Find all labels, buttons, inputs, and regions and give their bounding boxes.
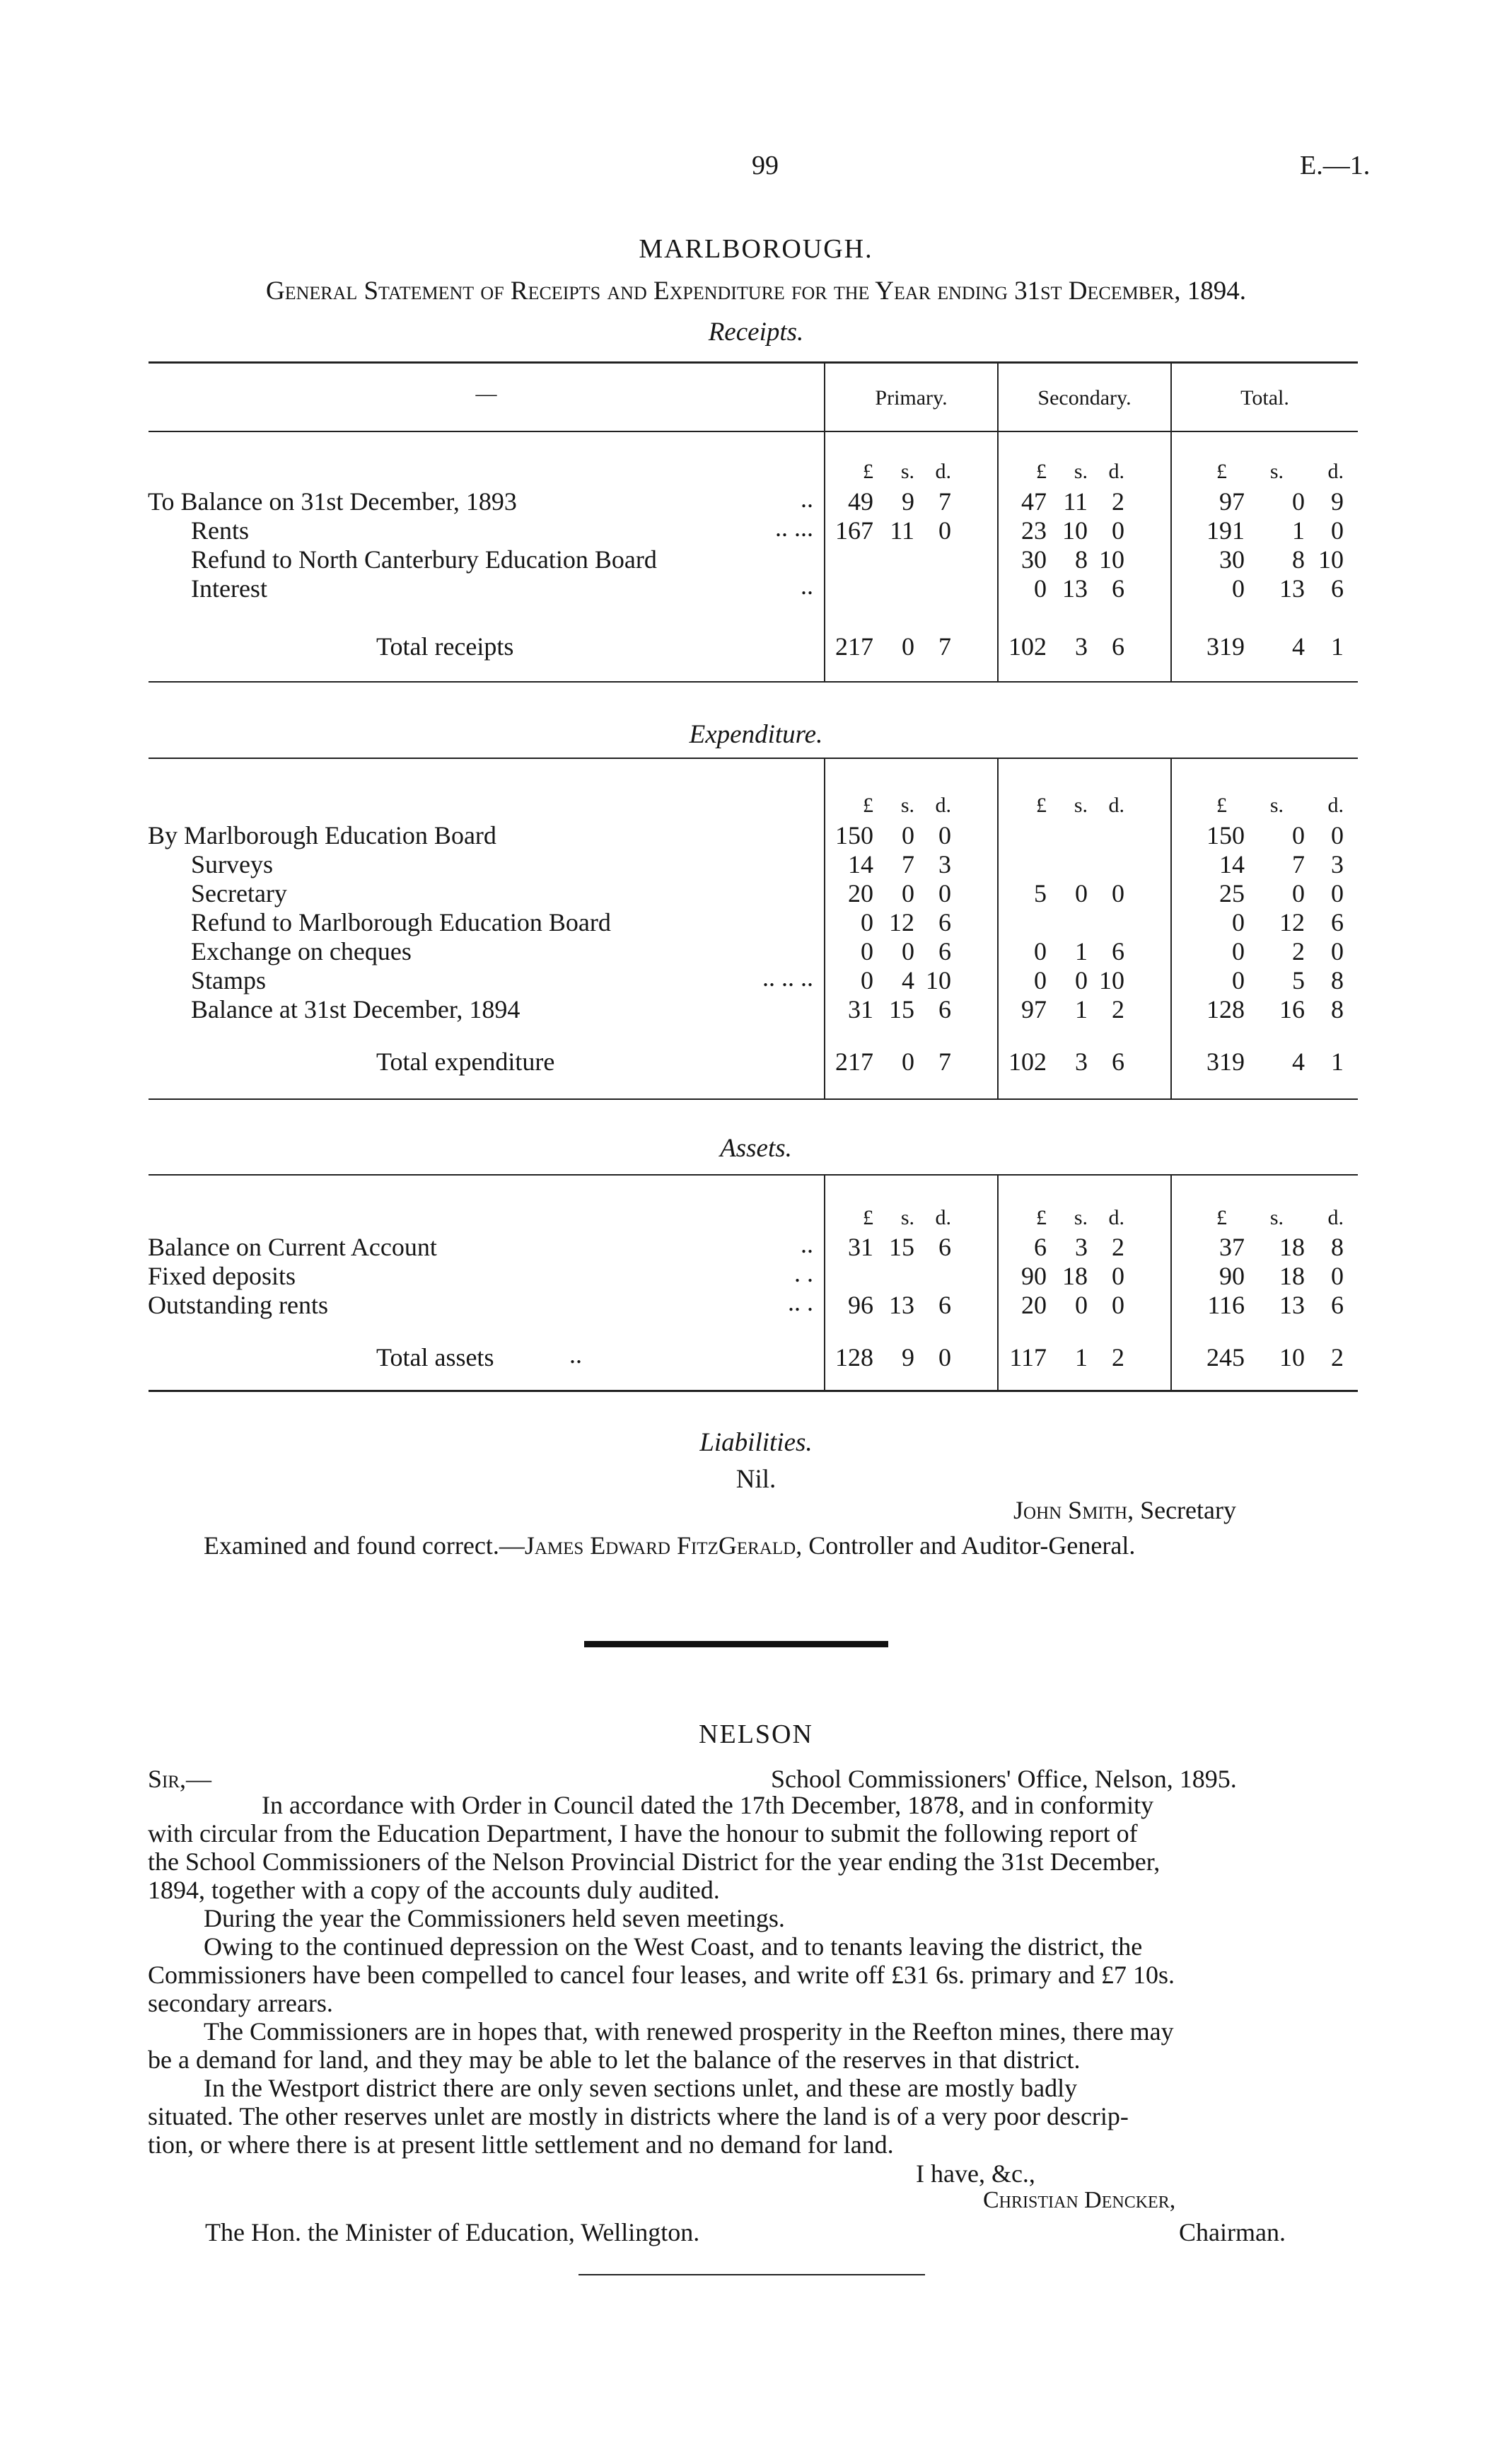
secretary-title: , Secretary <box>1127 1496 1236 1524</box>
asset-row-secondary-pence: 2 <box>1112 1233 1124 1261</box>
unit-label-primary: s. <box>900 1206 914 1229</box>
asset-row-total-pounds: 116 <box>1207 1291 1245 1319</box>
unit-label-primary: d. <box>935 794 951 817</box>
assets-total-secondary-shillings: 1 <box>1075 1343 1088 1371</box>
addressee-line: The Hon. the Minister of Education, Wellington. <box>205 2218 700 2246</box>
expenditure-row-secondary-pence: 2 <box>1112 995 1124 1023</box>
asset-row-secondary-pence: 0 <box>1112 1291 1124 1319</box>
expenditure-row-primary-pounds: 0 <box>861 908 873 936</box>
receipt-row-primary-shillings: 9 <box>902 487 914 516</box>
expenditure-row-total-shillings: 16 <box>1279 995 1305 1023</box>
asset-row-label: Balance on Current Account <box>148 1233 437 1261</box>
unit-label-primary: £ <box>863 1206 873 1229</box>
receipt-row-secondary-shillings: 11 <box>1063 487 1088 516</box>
asset-row-secondary-shillings: 3 <box>1075 1233 1088 1261</box>
assets-total-label: Total assets <box>376 1343 494 1371</box>
letter-line: secondary arrears. <box>148 1989 333 2017</box>
expenditure-row-total-pence: 0 <box>1331 937 1344 965</box>
expenditure-row-primary-pence: 6 <box>938 995 951 1023</box>
table-top-rule <box>149 361 1358 364</box>
receipt-row-total-pence: 10 <box>1318 545 1344 574</box>
receipt-row-primary-pence: 0 <box>938 516 951 545</box>
receipt-row-secondary-pence: 6 <box>1112 574 1124 603</box>
receipt-row-label: To Balance on 31st December, 1893 <box>148 487 517 516</box>
unit-label-secondary: d. <box>1108 460 1124 483</box>
unit-label-secondary: s. <box>1074 460 1088 483</box>
asset-row-secondary-pounds: 6 <box>1034 1233 1047 1261</box>
assets-total-dots: .. <box>569 1340 582 1369</box>
receipts-total-primary-pence: 7 <box>938 632 951 661</box>
expenditure-row-total-pence: 8 <box>1331 966 1344 994</box>
expenditure-row-primary-shillings: 0 <box>902 937 914 965</box>
page-number: 99 <box>752 151 779 180</box>
receipts-total-primary-pounds: 217 <box>835 632 873 661</box>
letter-line: the School Commissioners of the Nelson Provincial District for the year ending the 31st December, <box>148 1847 1161 1876</box>
asset-row-secondary-pounds: 20 <box>1021 1291 1047 1319</box>
col-divider <box>1170 758 1172 1098</box>
expenditure-row-total-pounds: 150 <box>1206 821 1245 849</box>
signatory-name: Christian Dencker <box>983 2187 1170 2213</box>
receipt-row-primary-pounds: 167 <box>835 516 873 545</box>
statement-subtitle: General Statement of Receipts and Expenditure for the Year ending 31st December, 1894. <box>265 277 1247 306</box>
secretary-signature <box>1013 1495 1236 1525</box>
receipts-total-total-pounds: 319 <box>1206 632 1245 661</box>
expenditure-row-primary-shillings: 12 <box>889 908 914 936</box>
receipt-row-secondary-shillings: 10 <box>1062 516 1088 545</box>
expenditure-row-secondary-shillings: 1 <box>1075 995 1088 1023</box>
expenditure-row-primary-pounds: 150 <box>835 821 873 849</box>
expenditure-row-secondary-shillings: 0 <box>1075 966 1088 994</box>
letter-line: situated. The other reserves unlet are mostly in districts where the land is of a very poor descrip- <box>148 2102 1129 2130</box>
unit-label-secondary: s. <box>1074 1206 1088 1229</box>
letter-line: In the Westport district there are only seven sections unlet, and these are mostly badly <box>204 2074 1078 2102</box>
expenditure-row-total-shillings: 12 <box>1279 908 1305 936</box>
expenditure-row-primary-shillings: 7 <box>902 850 914 878</box>
unit-label-total: d. <box>1327 1206 1344 1229</box>
expenditure-row-secondary-shillings: 0 <box>1075 879 1088 907</box>
expenditure-row-leader-dots: .. .. .. <box>762 963 813 992</box>
receipt-row-total-pounds: 30 <box>1219 545 1245 574</box>
receipt-row-leader-dots: .. ... <box>775 514 813 542</box>
letter-line: be a demand for land, and they may be able to let the balance of the reserves in that district. <box>148 2046 1081 2074</box>
auditor-name: James Edward FitzGerald <box>524 1531 796 1560</box>
expenditure-row-label: Surveys <box>191 850 273 878</box>
asset-row-total-pounds: 37 <box>1219 1233 1245 1261</box>
letter-line: tion, or where there is at present little settlement and no demand for land. <box>148 2130 894 2159</box>
col-header-total: Total. <box>1240 386 1289 410</box>
examined-text: Examined and found correct.— <box>204 1531 525 1560</box>
letter-line: Commissioners have been compelled to cancel four leases, and write off £31 6s. primary and £7 10s. <box>148 1961 1175 1989</box>
expenditure-total-secondary-shillings: 3 <box>1075 1048 1088 1076</box>
expenditure-bottom-rule <box>149 1098 1358 1100</box>
asset-row-total-pence: 8 <box>1331 1233 1344 1261</box>
unit-label-primary: s. <box>900 460 914 483</box>
expenditure-row-secondary-shillings: 1 <box>1075 937 1088 965</box>
unit-label-total: d. <box>1327 460 1344 483</box>
receipts-total-secondary-shillings: 3 <box>1075 632 1088 661</box>
receipt-row-secondary-shillings: 13 <box>1062 574 1088 603</box>
expenditure-row-secondary-pounds: 97 <box>1021 995 1047 1023</box>
expenditure-row-total-pounds: 128 <box>1206 995 1245 1023</box>
expenditure-row-primary-pounds: 14 <box>848 850 873 878</box>
asset-row-secondary-shillings: 0 <box>1075 1291 1088 1319</box>
assets-top-rule <box>149 1174 1358 1176</box>
liabilities-heading: Liabilities. <box>699 1428 813 1457</box>
receipt-row-total-pence: 6 <box>1331 574 1344 603</box>
expenditure-total-secondary-pence: 6 <box>1112 1048 1124 1076</box>
expenditure-total-primary-pence: 7 <box>938 1048 951 1076</box>
letter-line: In accordance with Order in Council dated the 17th December, 1878, and in conformity <box>262 1791 1154 1819</box>
expenditure-row-total-pounds: 14 <box>1219 850 1245 878</box>
receipt-row-label: Rents <box>191 516 250 545</box>
unit-label-total: d. <box>1327 794 1344 817</box>
asset-row-total-pence: 6 <box>1331 1291 1344 1319</box>
auditor-title: , Controller and Auditor-General. <box>796 1531 1136 1560</box>
expenditure-total-primary-shillings: 0 <box>902 1048 914 1076</box>
expenditure-total-label: Total expenditure <box>376 1048 555 1076</box>
expenditure-total-primary-pounds: 217 <box>835 1048 873 1076</box>
asset-row-total-pence: 0 <box>1331 1262 1344 1290</box>
section-title-nelson: NELSON <box>699 1719 813 1749</box>
expenditure-row-total-shillings: 7 <box>1292 850 1305 878</box>
receipt-row-leader-dots: .. <box>801 485 813 513</box>
expenditure-row-total-pounds: 0 <box>1232 966 1245 994</box>
letter-line: Owing to the continued depression on the West Coast, and to tenants leaving the district, the <box>204 1932 1143 1961</box>
section-separator <box>584 1641 888 1647</box>
expenditure-row-primary-shillings: 0 <box>902 879 914 907</box>
letter-line: 1894, together with a copy of the accounts duly audited. <box>148 1876 720 1904</box>
expenditure-row-total-pence: 3 <box>1331 850 1344 878</box>
expenditure-row-primary-shillings: 0 <box>902 821 914 849</box>
signatory-suffix: , <box>1169 2187 1176 2213</box>
unit-label-secondary: £ <box>1036 794 1047 817</box>
asset-row-total-pounds: 90 <box>1219 1262 1245 1290</box>
auditor-line <box>204 1531 1135 1560</box>
receipts-total-total-pence: 1 <box>1331 632 1344 661</box>
asset-row-primary-shillings: 15 <box>889 1233 914 1261</box>
assets-total-primary-pence: 0 <box>938 1343 951 1371</box>
receipt-row-secondary-shillings: 8 <box>1075 545 1088 574</box>
asset-row-leader-dots: . . <box>794 1259 813 1287</box>
expenditure-total-secondary-pounds: 102 <box>1008 1048 1047 1076</box>
expenditure-row-label: By Marlborough Education Board <box>148 821 496 849</box>
assets-total-secondary-pounds: 117 <box>1009 1343 1047 1371</box>
expenditure-row-secondary-pence: 10 <box>1099 966 1124 994</box>
address-line: School Commissioners' Office, Nelson, 1895. <box>771 1765 1237 1793</box>
unit-label-primary: £ <box>863 460 873 483</box>
receipt-row-label: Refund to North Canterbury Education Board <box>191 545 657 574</box>
expenditure-row-secondary-pence: 6 <box>1112 937 1124 965</box>
signatory-block <box>983 2187 1175 2214</box>
receipt-row-secondary-pounds: 30 <box>1021 545 1047 574</box>
col-divider <box>1170 1174 1172 1390</box>
header-bottom-rule <box>149 431 1358 432</box>
receipt-row-leader-dots: .. <box>801 572 813 600</box>
assets-total-primary-shillings: 9 <box>902 1343 914 1371</box>
asset-row-primary-pounds: 31 <box>848 1233 873 1261</box>
receipts-total-secondary-pence: 6 <box>1112 632 1124 661</box>
report-code: E.—1. <box>1300 151 1371 180</box>
receipt-row-total-pounds: 0 <box>1232 574 1245 603</box>
receipt-row-secondary-pounds: 0 <box>1034 574 1047 603</box>
unit-label-secondary: £ <box>1036 460 1047 483</box>
expenditure-row-primary-pence: 6 <box>938 908 951 936</box>
receipt-row-secondary-pounds: 47 <box>1021 487 1047 516</box>
expenditure-row-label: Stamps <box>191 966 267 994</box>
unit-label-primary: £ <box>863 794 873 817</box>
expenditure-row-secondary-pounds: 0 <box>1034 937 1047 965</box>
receipt-row-total-pounds: 97 <box>1219 487 1245 516</box>
signatory-title: Chairman. <box>1179 2218 1286 2246</box>
unit-label-total: £ <box>1216 794 1227 817</box>
asset-row-secondary-pence: 0 <box>1112 1262 1124 1290</box>
receipt-row-primary-shillings: 11 <box>890 516 914 545</box>
receipt-row-secondary-pence: 10 <box>1099 545 1124 574</box>
expenditure-row-secondary-pence: 0 <box>1112 879 1124 907</box>
asset-row-label: Outstanding rents <box>148 1291 328 1319</box>
unit-label-total: s. <box>1269 460 1284 483</box>
asset-row-secondary-shillings: 18 <box>1062 1262 1088 1290</box>
section-title-marlborough: MARLBOROUGH. <box>639 234 873 264</box>
letter-line: The Commissioners are in hopes that, with renewed prosperity in the Reefton mines, there may <box>204 2017 1174 2046</box>
expenditure-row-label: Refund to Marlborough Education Board <box>191 908 611 936</box>
closing-line: I have, &c., <box>916 2159 1035 2188</box>
asset-row-primary-pence: 6 <box>938 1233 951 1261</box>
secretary-name: John Smith <box>1013 1496 1128 1524</box>
expenditure-top-rule <box>149 758 1358 759</box>
unit-label-primary: d. <box>935 1206 951 1229</box>
asset-row-label: Fixed deposits <box>148 1262 296 1290</box>
receipt-row-total-shillings: 13 <box>1279 574 1305 603</box>
receipt-row-label: Interest <box>191 574 267 603</box>
expenditure-row-total-shillings: 2 <box>1292 937 1305 965</box>
asset-row-secondary-pounds: 90 <box>1021 1262 1047 1290</box>
liabilities-value: Nil. <box>735 1465 777 1494</box>
expenditure-row-total-pounds: 0 <box>1232 937 1245 965</box>
receipts-total-primary-shillings: 0 <box>902 632 914 661</box>
expenditure-row-primary-pence: 3 <box>938 850 951 878</box>
expenditure-row-primary-pounds: 20 <box>848 879 873 907</box>
receipt-row-total-pence: 0 <box>1331 516 1344 545</box>
receipt-row-primary-pounds: 49 <box>848 487 873 516</box>
assets-total-primary-pounds: 128 <box>835 1343 873 1371</box>
expenditure-row-secondary-pounds: 0 <box>1034 966 1047 994</box>
expenditure-total-total-pence: 1 <box>1331 1048 1344 1076</box>
expenditure-row-label: Secretary <box>191 879 287 907</box>
receipt-row-total-pence: 9 <box>1331 487 1344 516</box>
closing-rule <box>578 2274 925 2275</box>
assets-heading: Assets. <box>720 1134 792 1163</box>
asset-row-total-shillings: 13 <box>1279 1291 1305 1319</box>
receipts-bottom-rule <box>149 681 1358 683</box>
asset-row-leader-dots: .. <box>801 1230 813 1258</box>
expenditure-row-primary-pounds: 0 <box>861 966 873 994</box>
expenditure-row-total-pounds: 25 <box>1219 879 1245 907</box>
receipt-row-primary-pence: 7 <box>938 487 951 516</box>
asset-row-primary-pence: 6 <box>938 1291 951 1319</box>
unit-label-total: £ <box>1216 1206 1227 1229</box>
asset-row-total-shillings: 18 <box>1279 1233 1305 1261</box>
unit-label-total: s. <box>1269 1206 1284 1229</box>
expenditure-row-total-pence: 0 <box>1331 821 1344 849</box>
receipt-row-total-shillings: 8 <box>1292 545 1305 574</box>
assets-total-total-pounds: 245 <box>1206 1343 1245 1371</box>
asset-row-leader-dots: .. . <box>788 1288 813 1316</box>
expenditure-row-primary-pence: 6 <box>938 937 951 965</box>
receipt-row-secondary-pence: 2 <box>1112 487 1124 516</box>
receipts-total-total-shillings: 4 <box>1292 632 1305 661</box>
letter-line: with circular from the Education Department, I have the honour to submit the following report of <box>148 1819 1138 1847</box>
asset-row-total-shillings: 18 <box>1279 1262 1305 1290</box>
col-header-blank: — <box>475 382 497 405</box>
expenditure-total-total-pounds: 319 <box>1206 1048 1245 1076</box>
expenditure-row-total-pounds: 0 <box>1232 908 1245 936</box>
receipt-row-secondary-pounds: 23 <box>1021 516 1047 545</box>
col-header-primary: Primary. <box>875 386 948 410</box>
assets-total-total-shillings: 10 <box>1279 1343 1305 1371</box>
expenditure-row-total-shillings: 5 <box>1292 966 1305 994</box>
assets-total-secondary-pence: 2 <box>1112 1343 1124 1371</box>
expenditure-row-primary-shillings: 4 <box>902 966 914 994</box>
expenditure-heading: Expenditure. <box>689 720 823 749</box>
receipts-heading: Receipts. <box>708 318 804 347</box>
salutation: Sir,— <box>148 1765 212 1793</box>
unit-label-secondary: d. <box>1108 794 1124 817</box>
receipts-total-label: Total receipts <box>376 632 514 661</box>
unit-label-secondary: s. <box>1074 794 1088 817</box>
assets-total-total-pence: 2 <box>1331 1343 1344 1371</box>
receipts-total-secondary-pounds: 102 <box>1008 632 1047 661</box>
expenditure-row-label: Balance at 31st December, 1894 <box>191 995 521 1023</box>
expenditure-row-primary-pounds: 0 <box>861 937 873 965</box>
expenditure-total-total-shillings: 4 <box>1292 1048 1305 1076</box>
unit-label-total: s. <box>1269 794 1284 817</box>
unit-label-secondary: £ <box>1036 1206 1047 1229</box>
unit-label-secondary: d. <box>1108 1206 1124 1229</box>
asset-row-primary-pounds: 96 <box>848 1291 873 1319</box>
col-header-secondary: Secondary. <box>1037 386 1132 410</box>
expenditure-row-primary-pence: 0 <box>938 821 951 849</box>
receipt-row-total-pounds: 191 <box>1206 516 1245 545</box>
expenditure-row-total-shillings: 0 <box>1292 821 1305 849</box>
receipt-row-total-shillings: 0 <box>1292 487 1305 516</box>
expenditure-row-primary-pence: 10 <box>926 966 951 994</box>
expenditure-row-secondary-pounds: 5 <box>1034 879 1047 907</box>
unit-label-total: £ <box>1216 460 1227 483</box>
expenditure-row-label: Exchange on cheques <box>191 937 412 965</box>
expenditure-row-total-pence: 0 <box>1331 879 1344 907</box>
unit-label-primary: d. <box>935 460 951 483</box>
unit-label-primary: s. <box>900 794 914 817</box>
expenditure-row-primary-pounds: 31 <box>848 995 873 1023</box>
receipt-row-total-shillings: 1 <box>1292 516 1305 545</box>
expenditure-row-total-pence: 8 <box>1331 995 1344 1023</box>
asset-row-primary-shillings: 13 <box>889 1291 914 1319</box>
letter-line: During the year the Commissioners held seven meetings. <box>204 1904 785 1932</box>
expenditure-row-primary-shillings: 15 <box>889 995 914 1023</box>
expenditure-row-total-pence: 6 <box>1331 908 1344 936</box>
expenditure-row-total-shillings: 0 <box>1292 879 1305 907</box>
assets-bottom-rule <box>149 1390 1358 1392</box>
receipt-row-secondary-pence: 0 <box>1112 516 1124 545</box>
expenditure-row-primary-pence: 0 <box>938 879 951 907</box>
